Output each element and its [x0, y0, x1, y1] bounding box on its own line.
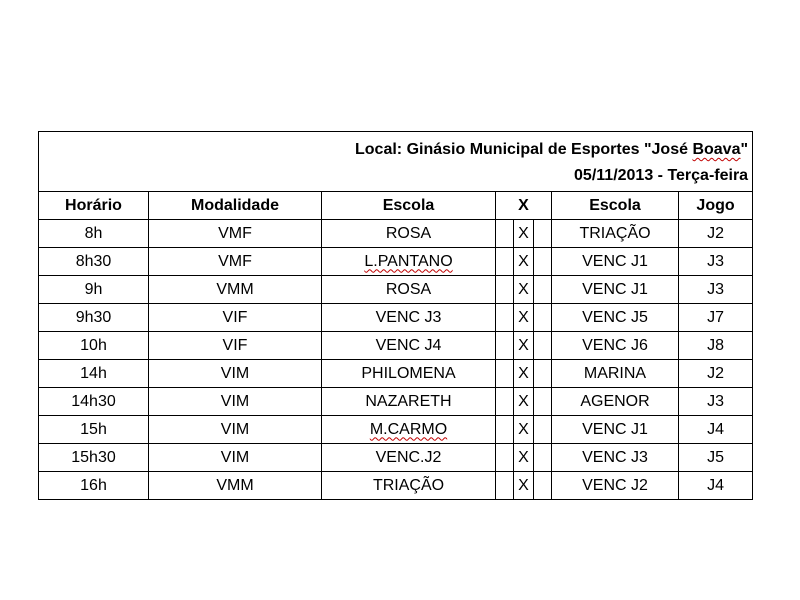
cell-horario: 14h30 — [39, 388, 149, 416]
cell-spacer-left — [496, 416, 514, 444]
escola-home-text: TRIAÇÃO — [372, 476, 445, 494]
cell-escola-away: VENC J1 — [552, 276, 679, 304]
cell-versus: X — [514, 388, 534, 416]
table-row — [39, 388, 753, 416]
cell-spacer-left — [496, 248, 514, 276]
cell-horario: 15h — [39, 416, 149, 444]
cell-spacer-left — [496, 276, 514, 304]
table-row — [39, 304, 753, 332]
escola-home-text: PHILOMENA — [361, 364, 456, 382]
table-row — [39, 220, 753, 248]
venue-prefix: Local: Ginásio Municipal de Esportes "José — [355, 141, 693, 158]
cell-versus: X — [514, 276, 534, 304]
escola-home-text: VENC J3 — [375, 308, 442, 326]
cell-spacer-right — [534, 416, 552, 444]
cell-escola-home — [322, 304, 496, 332]
table-row — [39, 472, 753, 500]
col-escola-away-header: Escola — [552, 192, 679, 220]
escola-home-text: ROSA — [385, 224, 432, 242]
cell-spacer-left — [496, 472, 514, 500]
table-row — [39, 360, 753, 388]
cell-jogo: J4 — [679, 416, 753, 444]
escola-home-text: NAZARETH — [365, 392, 452, 410]
cell-modalidade: VIF — [149, 332, 322, 360]
escola-home-text: ROSA — [385, 280, 432, 298]
venue-name: Boava — [692, 141, 741, 158]
cell-escola-away: VENC J1 — [552, 248, 679, 276]
cell-horario: 16h — [39, 472, 149, 500]
table-row — [39, 248, 753, 276]
cell-versus: X — [514, 304, 534, 332]
cell-versus: X — [514, 248, 534, 276]
schedule-table — [38, 131, 753, 500]
cell-versus: X — [514, 360, 534, 388]
column-header-row — [39, 192, 753, 220]
cell-jogo: J4 — [679, 472, 753, 500]
cell-escola-away: TRIAÇÃO — [552, 220, 679, 248]
cell-horario: 8h30 — [39, 248, 149, 276]
cell-versus: X — [514, 416, 534, 444]
cell-spacer-left — [496, 220, 514, 248]
table-row — [39, 332, 753, 360]
cell-escola-away: VENC J5 — [552, 304, 679, 332]
cell-spacer-right — [534, 444, 552, 472]
cell-versus: X — [514, 472, 534, 500]
cell-jogo: J2 — [679, 360, 753, 388]
cell-spacer-right — [534, 304, 552, 332]
cell-modalidade: VMM — [149, 276, 322, 304]
escola-home-text: L.PANTANO — [364, 252, 453, 270]
cell-spacer-right — [534, 472, 552, 500]
cell-escola-away: VENC J1 — [552, 416, 679, 444]
table-row — [39, 416, 753, 444]
cell-modalidade: VIM — [149, 416, 322, 444]
escola-home-text: VENC.J2 — [375, 448, 442, 466]
cell-modalidade: VMF — [149, 248, 322, 276]
cell-spacer-right — [534, 332, 552, 360]
cell-escola-away: VENC J3 — [552, 444, 679, 472]
cell-spacer-right — [534, 388, 552, 416]
venue-suffix: " — [740, 141, 749, 158]
cell-jogo: J3 — [679, 276, 753, 304]
cell-modalidade: VMM — [149, 472, 322, 500]
escola-home-text: VENC J4 — [375, 336, 442, 354]
cell-jogo: J3 — [679, 388, 753, 416]
cell-escola-away: VENC J2 — [552, 472, 679, 500]
cell-horario: 14h — [39, 360, 149, 388]
escola-home-text: M.CARMO — [369, 420, 448, 438]
cell-jogo: J5 — [679, 444, 753, 472]
cell-modalidade: VIM — [149, 388, 322, 416]
cell-escola-home — [322, 388, 496, 416]
cell-escola-away: VENC J6 — [552, 332, 679, 360]
table-row — [39, 276, 753, 304]
venue-line — [39, 137, 748, 163]
cell-horario: 9h — [39, 276, 149, 304]
col-escola-home-header: Escola — [322, 192, 496, 220]
cell-horario: 15h30 — [39, 444, 149, 472]
cell-spacer-right — [534, 360, 552, 388]
cell-spacer-left — [496, 332, 514, 360]
cell-escola-home — [322, 416, 496, 444]
venue-header — [39, 132, 753, 192]
cell-spacer-left — [496, 388, 514, 416]
cell-escola-home — [322, 276, 496, 304]
cell-versus: X — [514, 220, 534, 248]
schedule-body — [39, 132, 753, 500]
cell-spacer-right — [534, 220, 552, 248]
cell-versus: X — [514, 332, 534, 360]
title-row — [39, 132, 753, 192]
table-row — [39, 444, 753, 472]
cell-jogo: J3 — [679, 248, 753, 276]
cell-escola-home — [322, 220, 496, 248]
cell-horario: 9h30 — [39, 304, 149, 332]
cell-escola-home — [322, 444, 496, 472]
cell-escola-home — [322, 472, 496, 500]
cell-horario: 10h — [39, 332, 149, 360]
cell-spacer-right — [534, 248, 552, 276]
cell-modalidade: VIF — [149, 304, 322, 332]
cell-versus: X — [514, 444, 534, 472]
cell-spacer-right — [534, 276, 552, 304]
cell-jogo: J7 — [679, 304, 753, 332]
col-horario-header: Horário — [39, 192, 149, 220]
cell-spacer-left — [496, 304, 514, 332]
cell-spacer-left — [496, 360, 514, 388]
cell-escola-away: MARINA — [552, 360, 679, 388]
date-line: 05/11/2013 - Terça-feira — [574, 167, 749, 184]
cell-escola-home — [322, 332, 496, 360]
cell-spacer-left — [496, 444, 514, 472]
cell-jogo: J8 — [679, 332, 753, 360]
cell-modalidade: VIM — [149, 360, 322, 388]
cell-jogo: J2 — [679, 220, 753, 248]
cell-modalidade: VIM — [149, 444, 322, 472]
cell-horario: 8h — [39, 220, 149, 248]
cell-escola-away: AGENOR — [552, 388, 679, 416]
col-jogo-header: Jogo — [679, 192, 753, 220]
col-modalidade-header: Modalidade — [149, 192, 322, 220]
cell-modalidade: VMF — [149, 220, 322, 248]
col-versus-header: X — [496, 192, 552, 220]
cell-escola-home — [322, 248, 496, 276]
cell-escola-home — [322, 360, 496, 388]
